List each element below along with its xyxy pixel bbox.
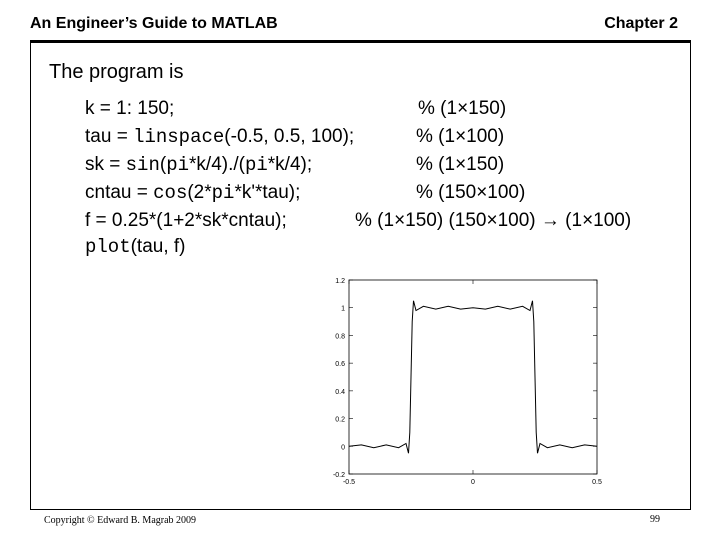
code-text: (tau, f) [130,236,186,257]
code-function: pi [166,154,190,176]
y-tick-label: -0.2 [332,472,345,479]
y-tick-label: 0.8 [335,333,345,341]
code-line-3 [85,154,312,176]
code-line-1 [85,98,174,120]
code-text: (-0.5, 0.5, 100); [224,126,355,147]
y-tick-label: 0.6 [335,361,345,369]
code-text: f = 0.25*(1+2*sk*cntau); [85,210,287,231]
code-comment-4: % (150×100) [416,182,526,203]
code-function: cos [153,182,188,204]
code-comment-2: % (1×100) [416,126,505,147]
y-tick-label: 1 [341,305,345,313]
code-function: plot [85,236,131,258]
intro-text: The program is [49,61,184,83]
y-tick-label: 1.2 [335,278,345,285]
code-text: (2* [187,182,212,203]
code-comment-5: % (1×150) (150×100) → (1×100) [355,210,632,231]
code-function: pi [211,182,235,204]
code-line-2 [85,126,354,148]
y-tick-label: 0 [341,444,345,452]
book-title: An Engineer’s Guide to MATLAB [30,15,278,32]
y-tick-label: 0.2 [335,416,345,424]
tau-f-plot [325,270,615,488]
code-function: pi [244,154,268,176]
code-comment-3: % (1×150) [416,154,505,175]
x-tick-label: -0.5 [342,479,356,486]
code-text: cntau = [85,182,154,203]
code-text: tau = [85,126,134,147]
code-comment-1: % (1×150) [418,98,507,119]
code-line-6 [85,236,186,258]
code-line-4 [85,182,300,204]
page-number: 99 [650,514,660,525]
code-text: *k'*tau); [234,182,301,203]
code-text: *k/4); [267,154,313,175]
code-text: k = 1: 150; [85,98,175,119]
series-line-0 [349,301,597,453]
code-text: sk = [85,154,126,175]
code-line-5 [85,210,287,232]
y-tick-label: 0.4 [335,388,345,396]
code-text: *k/4)./( [189,154,245,175]
code-function: linspace [133,126,225,148]
code-function: sin [125,154,160,176]
copyright-text: Copyright © Edward B. Magrab 2009 [44,515,197,526]
code-text: ( [159,154,167,175]
x-tick-label: 0 [471,479,475,486]
chapter-label: Chapter 2 [604,15,678,32]
x-tick-label: 0.5 [592,479,602,486]
